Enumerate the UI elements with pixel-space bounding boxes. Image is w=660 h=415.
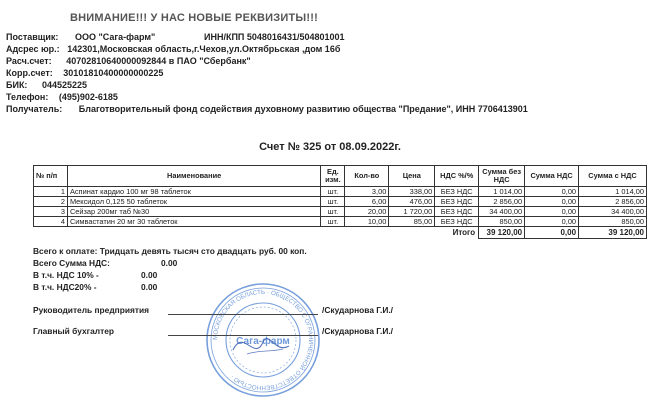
cell-price: 1 720,00 <box>389 207 435 217</box>
corr-line <box>6 68 163 78</box>
cell-qty: 10,00 <box>345 217 389 227</box>
cell-unit: шт. <box>321 197 345 207</box>
cell-sum-no-vat: 850,00 <box>479 217 525 227</box>
total-vat-sum: 0,00 <box>525 227 579 239</box>
header-vat-sum: Сумма НДС <box>525 166 579 187</box>
cell-vat-rate: БЕЗ НДС <box>435 197 479 207</box>
cell-vat-rate: БЕЗ НДС <box>435 187 479 197</box>
cell-vat-sum: 0,00 <box>525 207 579 217</box>
invoice-title: Счет № 325 от 08.09.2022г. <box>259 141 401 153</box>
cell-vat-rate: БЕЗ НДС <box>435 217 479 227</box>
vat20-label: В т.ч. НДС20% - <box>33 282 97 292</box>
cell-unit: шт. <box>321 207 345 217</box>
cell-num: 4 <box>34 217 68 227</box>
cell-sum-no-vat: 1 014,00 <box>479 187 525 197</box>
cell-sum-no-vat: 2 856,00 <box>479 197 525 207</box>
phone-value: (495)902-6185 <box>58 92 118 102</box>
header-price: Цена <box>389 166 435 187</box>
phone-line <box>6 92 118 102</box>
vat-total-label: Всего Сумма НДС: <box>33 258 110 268</box>
table-row <box>34 207 647 217</box>
stamp-ring-text: МОСКОВСКАЯ ОБЛАСТЬ · ОБЩЕСТВО С ОГРАНИЧЕННОЙ ОТВЕТСТВЕННОСТЬЮ · <box>211 288 315 392</box>
address-label: Адсрес юр.: <box>6 44 60 54</box>
cell-qty: 6,00 <box>345 197 389 207</box>
accountant-label: Главный бухгалтер <box>33 326 114 336</box>
account-line <box>6 56 251 66</box>
table-total-row <box>34 227 647 239</box>
accountant-signature-line <box>168 335 318 336</box>
cell-price: 85,00 <box>389 217 435 227</box>
cell-unit: шт. <box>321 187 345 197</box>
header-unit: Ед. изм. <box>321 166 345 187</box>
supplier-label: Поставщик: <box>6 32 59 42</box>
account-label: Расч.счет: <box>6 56 52 66</box>
vat10-label: В т.ч. НДС 10% - <box>33 270 99 280</box>
header-sum-with-vat: Сумма с НДС <box>579 166 647 187</box>
cell-price: 476,00 <box>389 197 435 207</box>
supplier-line <box>6 32 345 42</box>
cell-price: 338,00 <box>389 187 435 197</box>
accountant-name: /Скударнова Г.И./ <box>322 326 394 336</box>
company-stamp-icon <box>203 280 323 400</box>
supplier-name: ООО "Сага-фарм" <box>74 32 156 42</box>
notice-banner: ВНИМАНИЕ!!! У НАС НОВЫЕ РЕКВИЗИТЫ!!! <box>70 12 318 24</box>
cell-sum-no-vat: 34 400,00 <box>479 207 525 217</box>
cell-num: 2 <box>34 197 68 207</box>
phone-label: Телефон: <box>6 92 49 102</box>
header-vat-rate: НДС %/% <box>435 166 479 187</box>
total-sum-no-vat: 39 120,00 <box>479 227 525 239</box>
total-sum-with-vat: 39 120,00 <box>579 227 647 239</box>
bik-value: 044525225 <box>41 80 88 90</box>
cell-vat-sum: 0,00 <box>525 217 579 227</box>
vat10-line <box>33 270 158 280</box>
cell-num: 1 <box>34 187 68 197</box>
bik-label: БИК: <box>6 80 28 90</box>
director-signature-line <box>168 314 318 315</box>
cell-unit: шт. <box>321 217 345 227</box>
cell-name: Сейзар 200мг таб №30 <box>67 207 320 217</box>
vat10-value: 0.00 <box>141 270 158 280</box>
cell-vat-sum: 0,00 <box>525 187 579 197</box>
table-row <box>34 197 647 207</box>
director-label: Руководитель предприятия <box>33 305 149 315</box>
vat20-line <box>33 282 158 292</box>
cell-qty: 20,00 <box>345 207 389 217</box>
cell-sum-with-vat: 2 856,00 <box>579 197 647 207</box>
cell-vat-sum: 0,00 <box>525 197 579 207</box>
supplier-inn-kpp: ИНН/КПП 5048016431/504801001 <box>204 32 345 42</box>
vat20-value: 0.00 <box>141 282 158 292</box>
bik-line <box>6 80 87 90</box>
table-header-row <box>34 166 647 187</box>
cell-name: Аспинат кардио 100 мг 98 таблеток <box>67 187 320 197</box>
stamp-center-text: Сага-фарм <box>236 336 290 347</box>
cell-sum-with-vat: 850,00 <box>579 217 647 227</box>
header-sum-no-vat: Сумма без НДС <box>479 166 525 187</box>
director-name: /Скударнова Г.И./ <box>322 305 394 315</box>
header-qty: Кол-во <box>345 166 389 187</box>
recipient-line <box>6 104 528 114</box>
cell-sum-with-vat: 34 400,00 <box>579 207 647 217</box>
address-line <box>6 44 340 54</box>
vat-total-line <box>33 258 178 268</box>
table-row <box>34 187 647 197</box>
header-name: Наименование <box>67 166 320 187</box>
cell-vat-rate: БЕЗ НДС <box>435 207 479 217</box>
total-label: Итого <box>452 228 476 238</box>
account-value: 40702810640000092844 в ПАО "Сбербанк" <box>66 56 251 66</box>
recipient-value: Благотворительный фонд содействия духовному развитию общества "Предание", ИНН 7706413901 <box>78 104 528 114</box>
cell-num: 3 <box>34 207 68 217</box>
items-table <box>33 165 647 239</box>
corr-value: 30101810400000000225 <box>63 68 164 78</box>
cell-qty: 3,00 <box>345 187 389 197</box>
vat-total-value: 0.00 <box>161 258 178 268</box>
header-num: № п/п <box>34 166 68 187</box>
recipient-label: Получатель: <box>6 104 63 114</box>
table-row <box>34 217 647 227</box>
cell-sum-with-vat: 1 014,00 <box>579 187 647 197</box>
corr-label: Корр.счет: <box>6 68 53 78</box>
cell-name: Симвастатин 20 мг 30 таблеток <box>67 217 320 227</box>
address-value: 142301,Московская область,г.Чехов,ул.Октябрьская ,дом 16б <box>67 44 341 54</box>
total-to-pay: Всего к оплате: Тридцать девять тысяч сто двадцать руб. 00 коп. <box>33 246 307 256</box>
cell-name: Мексидол 0,125 50 таблеток <box>67 197 320 207</box>
